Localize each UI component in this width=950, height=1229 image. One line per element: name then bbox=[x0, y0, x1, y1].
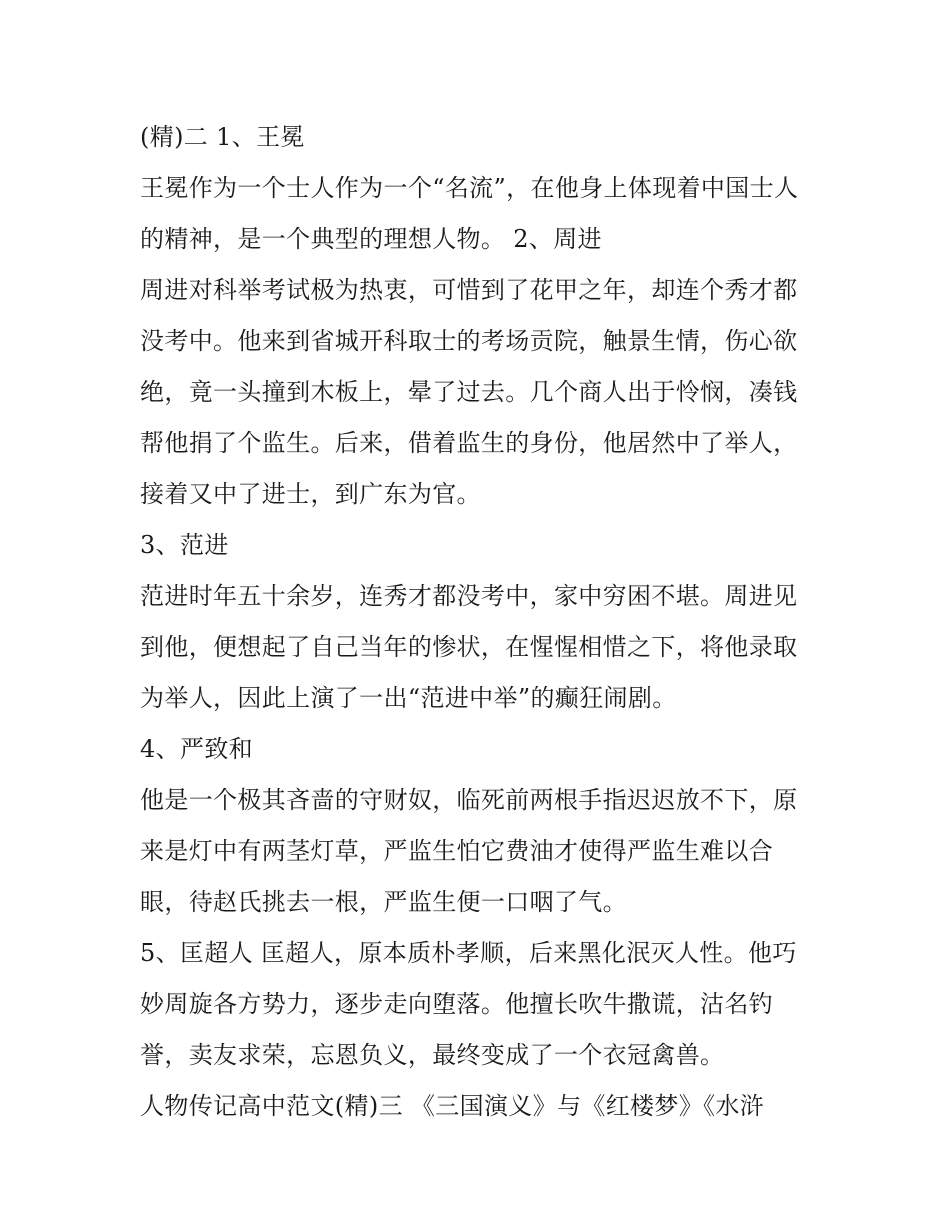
text-line: 范进时年五十余岁，连秀才都没考中，家中穷困不堪。周进见 bbox=[140, 582, 798, 610]
text-line: 5、匡超人 匡超人，原本质朴孝顺，后来黑化泯灭人性。他巧 bbox=[140, 939, 797, 967]
text-line: 没考中。他来到省城开科取士的考场贡院，触景生情，伤心欲 bbox=[140, 327, 798, 355]
text-line: 誉，卖友求荣，忘恩负义，最终变成了一个衣冠禽兽。 bbox=[140, 1041, 725, 1069]
text-line: 到他，便想起了自己当年的惨状，在惺惺相惜之下，将他录取 bbox=[140, 633, 798, 661]
text-line-section-heading: 人物传记高中范文(精)三 《三国演义》与《红楼梦》《水浒 bbox=[140, 1092, 765, 1120]
text-line: 接着又中了进士，到广东为官。 bbox=[140, 480, 481, 508]
document-body bbox=[140, 112, 820, 1132]
character-heading: 3、范进 bbox=[140, 531, 229, 559]
text-line: 帮他捐了个监生。后来，借着监生的身份，他居然中了举人， bbox=[140, 429, 798, 457]
text-line: 来是灯中有两茎灯草，严监生怕它费油才使得严监生难以合 bbox=[140, 837, 774, 865]
text-line: 为举人，因此上演了一出“范进中举”的癫狂闹剧。 bbox=[140, 684, 677, 712]
text-line-section-heading: (精)二 1、王冕 bbox=[140, 123, 305, 151]
text-line: 绝，竟一头撞到木板上，晕了过去。几个商人出于怜悯，凑钱 bbox=[140, 378, 798, 406]
character-heading: 4、严致和 bbox=[140, 735, 254, 763]
text-line: 的精神，是一个典型的理想人物。 2、周进 bbox=[140, 225, 602, 253]
text-line: 眼，待赵氏挑去一根，严监生便一口咽了气。 bbox=[140, 888, 627, 916]
text-line: 王冕作为一个士人作为一个“名流”，在他身上体现着中国士人 bbox=[140, 174, 799, 202]
text-line: 他是一个极其吝啬的守财奴，临死前两根手指迟迟放不下，原 bbox=[140, 786, 798, 814]
text-line: 妙周旋各方势力，逐步走向堕落。他擅长吹牛撒谎，沽名钓 bbox=[140, 990, 774, 1018]
text-line: 周进对科举考试极为热衷，可惜到了花甲之年，却连个秀才都 bbox=[140, 276, 798, 304]
